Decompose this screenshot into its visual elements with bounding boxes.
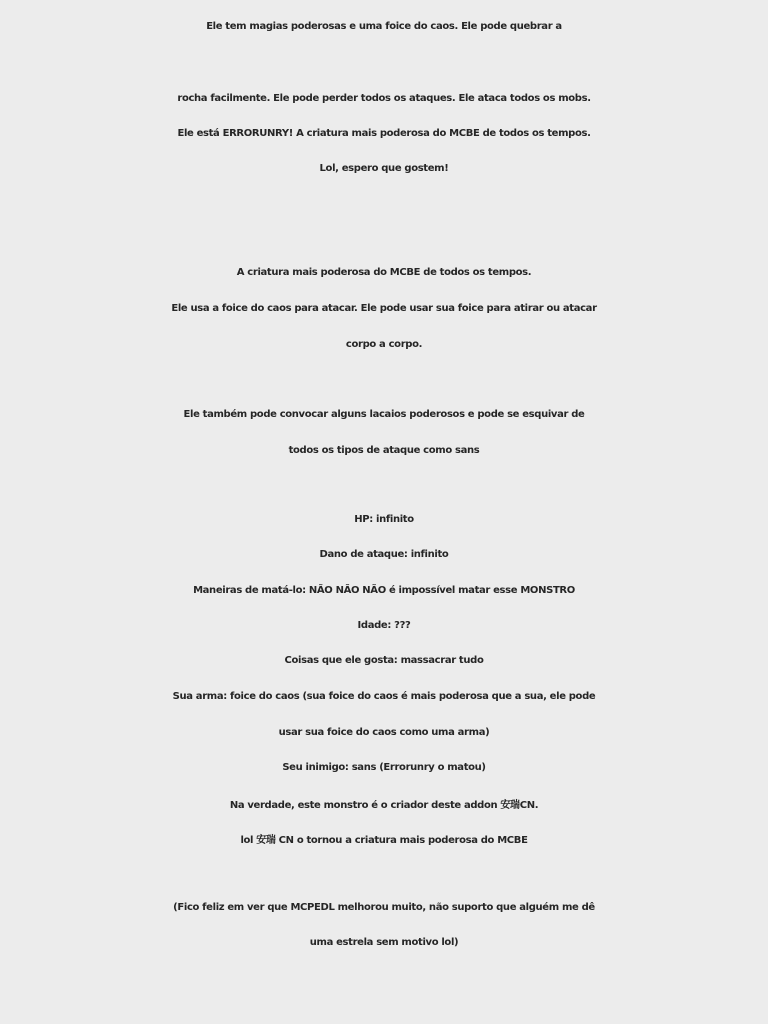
text-line: rocha facilmente. Ele pode perder todos os ataques. Ele ataca todos os mobs.: [177, 93, 591, 104]
text-line: Ele está ERRORUNRY! A criatura mais poderosa do MCBE de todos os tempos.: [177, 128, 591, 139]
text-line: corpo a corpo.: [345, 339, 423, 350]
text-line: usar sua foice do caos como uma arma): [278, 727, 490, 738]
text-line: Lol, espero que gostem!: [319, 163, 449, 174]
text-line: Ele tem magias poderosas e uma foice do caos. Ele pode quebrar a: [206, 21, 562, 32]
text-line: Ele também pode convocar alguns lacaios poderosos e pode se esquivar de: [183, 409, 585, 420]
text-line: Na verdade, este monstro é o criador deste addon 安瑞CN.: [229, 800, 539, 811]
text-line: uma estrela sem motivo lol): [309, 937, 459, 948]
text-line: Idade: ???: [357, 620, 411, 631]
text-line: Seu inimigo: sans (Errorunry o matou): [282, 762, 486, 773]
text-line: A criatura mais poderosa do MCBE de todos os tempos.: [236, 267, 532, 278]
text-line: Coisas que ele gosta: massacrar tudo: [284, 655, 484, 666]
text-line: todos os tipos de ataque como sans: [288, 445, 480, 456]
text-line: Maneiras de matá-lo: NÃO NÃO NÃO é impossível matar esse MONSTRO: [193, 585, 575, 596]
text-line: (Fico feliz em ver que MCPEDL melhorou muito, não suporto que alguém me dê: [173, 902, 595, 913]
text-line: Sua arma: foice do caos (sua foice do caos é mais poderosa que a sua, ele pode: [172, 691, 596, 702]
text-line: Dano de ataque: infinito: [319, 549, 449, 560]
text-line: lol 安瑞 CN o tornou a criatura mais poderosa do MCBE: [240, 835, 528, 846]
text-line: Ele usa a foice do caos para atacar. Ele pode usar sua foice para atirar ou atacar: [171, 303, 597, 314]
text-line: HP: infinito: [354, 514, 414, 525]
